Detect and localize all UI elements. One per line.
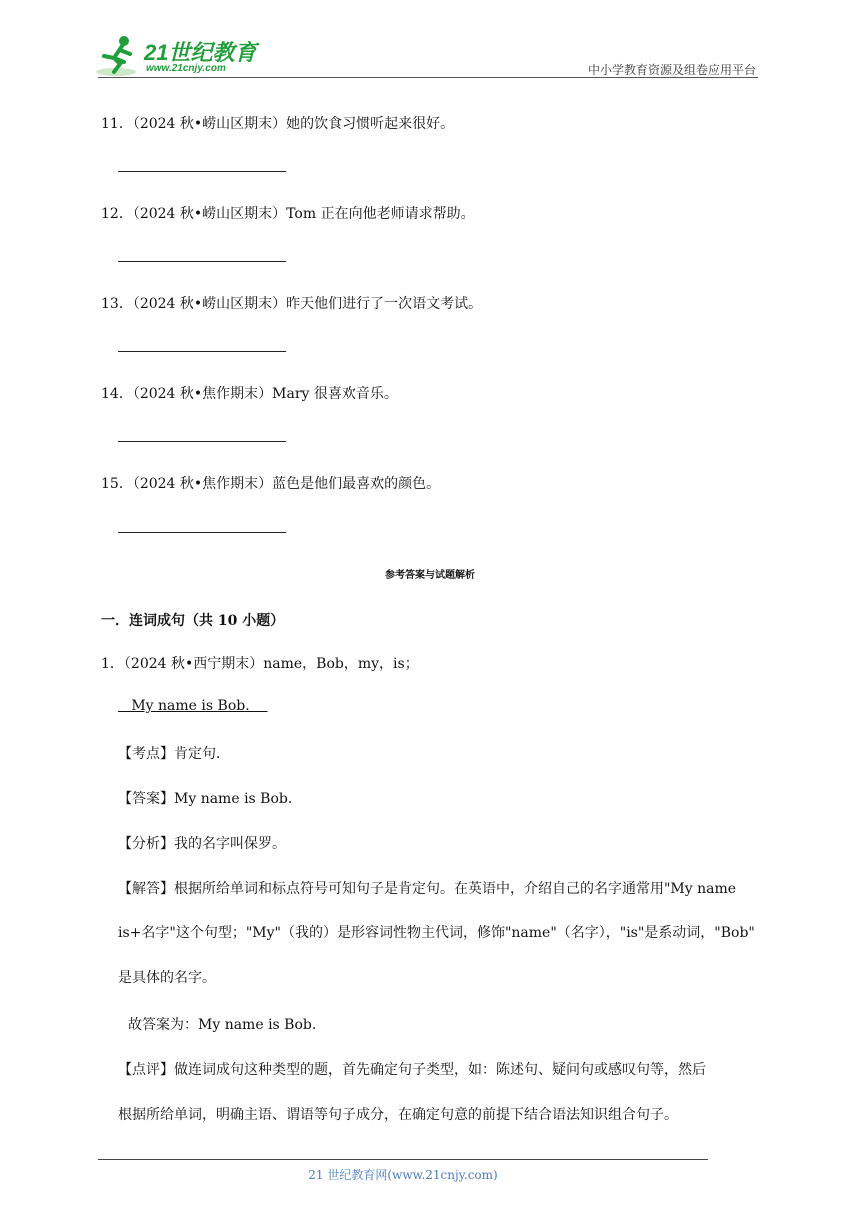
question-15: 15．（2024 秋•焦作期末）蓝色是他们最喜欢的颜色。 bbox=[101, 476, 441, 492]
footer-link[interactable]: 21 世纪教育网(www.21cnjy.com) bbox=[308, 1168, 498, 1182]
kaodian: 【考点】肯定句． bbox=[118, 746, 230, 762]
platform-name: 中小学教育资源及组卷应用平台 bbox=[587, 63, 756, 77]
fenxi: 【分析】我的名字叫保罗。 bbox=[118, 836, 286, 852]
answer-blank-15[interactable] bbox=[118, 532, 286, 533]
jieda-line-1: 【解答】根据所给单词和标点符号可知句子是肯定句。在英语中，介绍自己的名字通常用"My name bbox=[118, 881, 737, 897]
section-title: 一．连词成句（共 10 小题） bbox=[101, 613, 285, 629]
footer-divider bbox=[98, 1159, 708, 1160]
dianping-line-2: 根据所给单词，明确主语、谓语等句子成分，在确定句意的前提下结合语法知识组合句子。 bbox=[118, 1107, 678, 1123]
answer-blank-11[interactable] bbox=[118, 171, 286, 172]
dianping-line-1: 【点评】做连词成句这种类型的题，首先确定句子类型，如：陈述句、疑问句或感叹句等，然后 bbox=[118, 1062, 706, 1078]
answers-title: 参考答案与试题解析 bbox=[385, 570, 475, 581]
filled-answer: My name is Bob. bbox=[118, 698, 268, 714]
answer-blank-13[interactable] bbox=[118, 351, 286, 352]
daan: 【答案】My name is Bob. bbox=[118, 791, 293, 807]
header-divider bbox=[98, 77, 758, 78]
site-logo bbox=[94, 34, 264, 78]
logo-url: www.21cnjy.com bbox=[146, 63, 226, 74]
question-13: 13．（2024 秋•崂山区期末）昨天他们进行了一次语文考试。 bbox=[101, 296, 483, 312]
jieda-line-2: is+名字"这个句型；"My"（我的）是形容词性物主代词，修饰"name"（名字），"is"是系动词，"Bob" bbox=[118, 925, 755, 941]
logo-text: 21世纪教育 bbox=[144, 40, 257, 65]
answer-blank-12[interactable] bbox=[118, 261, 286, 262]
jieda-line-3: 是具体的名字。 bbox=[118, 970, 216, 986]
runner-logo-icon bbox=[94, 34, 144, 78]
question-11: 11．（2024 秋•崂山区期末）她的饮食习惯听起来很好。 bbox=[101, 116, 455, 132]
answer-question-1: 1．（2024 秋•西宁期末）name，Bob，my，is； bbox=[101, 656, 419, 672]
conclusion: 故答案为：My name is Bob. bbox=[128, 1017, 317, 1033]
answer-blank-14[interactable] bbox=[118, 441, 286, 442]
question-14: 14．（2024 秋•焦作期末）Mary 很喜欢音乐。 bbox=[101, 386, 398, 402]
question-12: 12．（2024 秋•崂山区期末）Tom 正在向他老师请求帮助。 bbox=[101, 206, 475, 222]
